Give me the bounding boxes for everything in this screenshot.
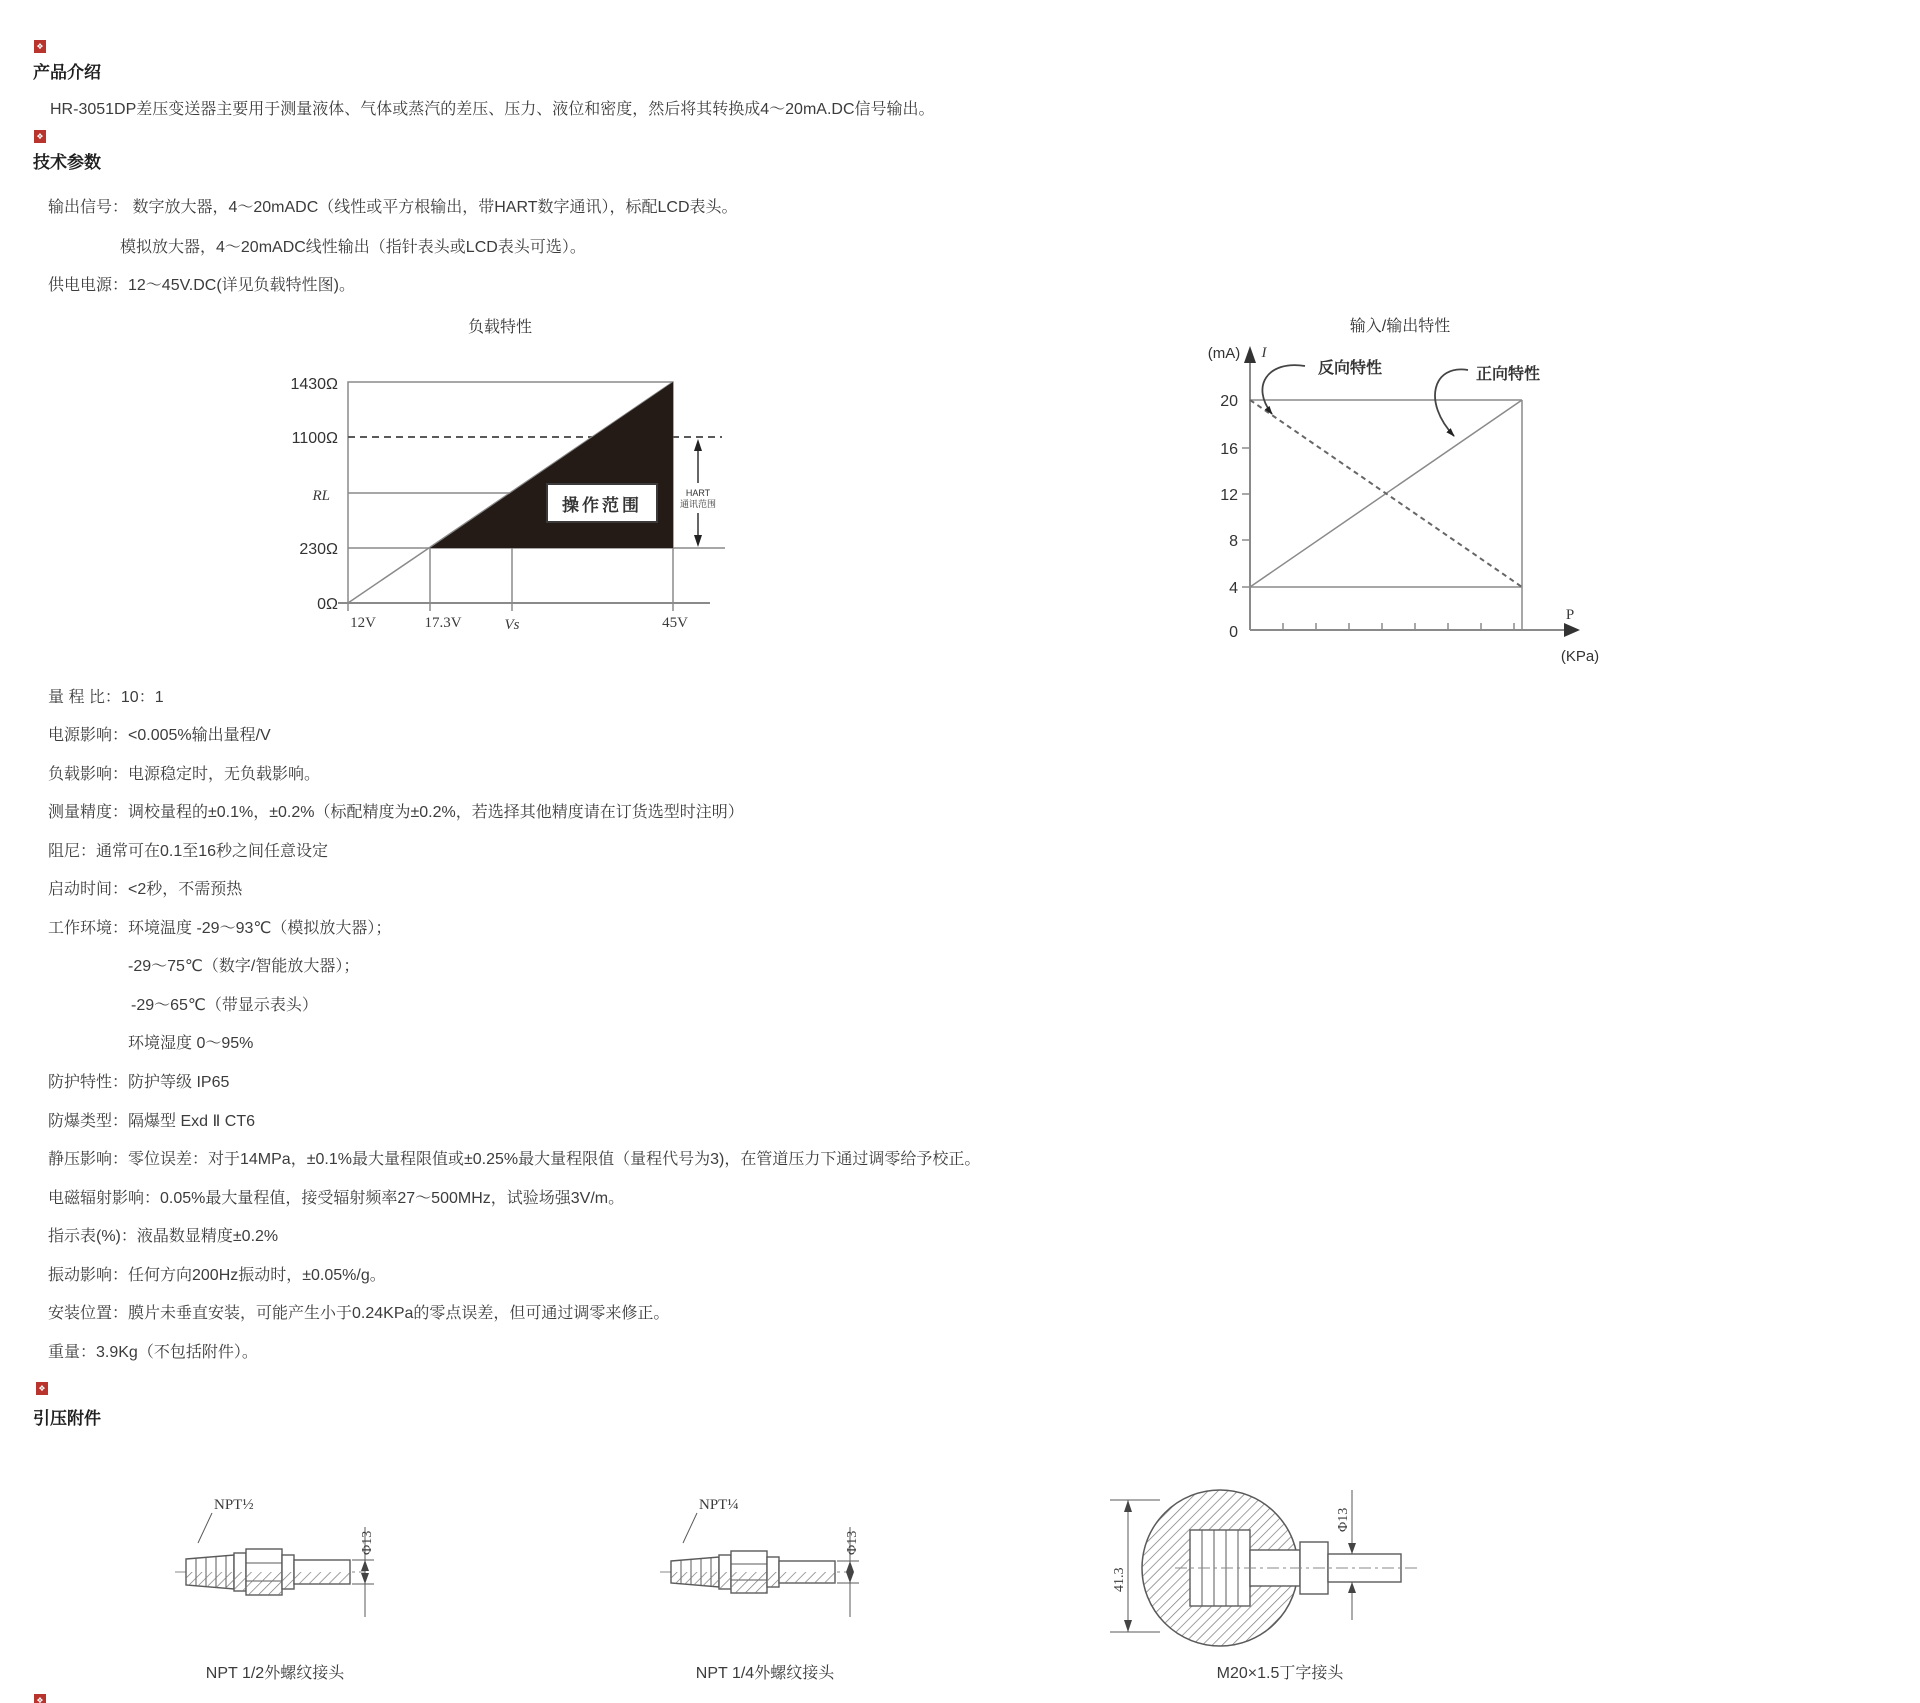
x-axis-unit: (KPa): [1560, 648, 1600, 665]
y-tick-label: 16: [1220, 441, 1238, 458]
series-label: 正向特性: [1475, 366, 1541, 383]
spec-line: 指示表(%)：液晶数显精度±0.2%: [48, 1228, 279, 1245]
intro-heading: 产品介绍: [33, 63, 101, 82]
x-tick-label: 17.3V: [424, 615, 462, 631]
arrow-down-icon: [361, 1573, 369, 1584]
x-tick-label: 12V: [350, 615, 376, 631]
y-tick-label: 4: [1229, 580, 1238, 597]
section-bullet-icon: ❖: [34, 130, 46, 143]
spec-line: 电源影响：<0.005%输出量程/V: [48, 727, 271, 744]
spec-line: 阻尼：通常可在0.1至16秒之间任意设定: [48, 843, 329, 860]
fitting-drawing-npt14: [635, 1475, 875, 1655]
section-bullet-icon: ❖: [34, 1694, 46, 1703]
spec-line: 模拟放大器，4～20mADC线性输出（指针表头或LCD表头可选）。: [120, 239, 586, 256]
fittings-heading: 引压附件: [33, 1409, 101, 1428]
y-tick-label: 1100Ω: [291, 430, 338, 447]
tech-heading: 技术参数: [33, 153, 101, 172]
y-tick-label: 20: [1220, 393, 1238, 410]
arrow-down-icon: [846, 1572, 854, 1583]
io-characteristic-chart: [1150, 300, 1630, 690]
spec-line: 输出信号： 数字放大器，4～20mADC（线性或平方根输出，带HART数字通讯），标配LCD表头。: [48, 199, 738, 216]
diameter-dimension: Φ13: [1336, 1507, 1351, 1532]
arrow-up-icon: [846, 1561, 854, 1572]
x-tick-label: 45V: [662, 615, 688, 631]
chart-title: 负载特性: [467, 319, 533, 336]
arrow-up-icon: [361, 1560, 369, 1571]
spec-line: 工作环境：环境温度 -29～93℃（模拟放大器）；: [48, 920, 392, 937]
x-tick-label: Vs: [504, 617, 520, 633]
spec-line: 振动影响：任何方向200Hz振动时，±0.05%/g。: [48, 1267, 386, 1284]
operating-range-label: 操作范围: [562, 496, 642, 515]
spec-line: 负载影响：电源稳定时，无负载影响。: [48, 766, 321, 783]
spec-line: 启动时间：<2秒，不需预热: [48, 881, 243, 898]
arrow-up-icon: [694, 439, 702, 451]
fitting-drawing-npt12: [150, 1475, 390, 1655]
spec-line: -29～75℃（数字/智能放大器）；: [128, 958, 360, 975]
spec-line: 防爆类型：隔爆型 Exd Ⅱ CT6: [48, 1113, 256, 1130]
fitting-caption: NPT 1/2外螺纹接头: [205, 1665, 345, 1682]
thread-size-label: NPT¼: [699, 1497, 739, 1513]
section-bullet-icon: ❖: [36, 1382, 48, 1395]
hart-annotation: 通讯范围: [679, 499, 717, 509]
y-tick-label: 1430Ω: [290, 376, 338, 393]
spec-line: 量 程 比：10：1: [48, 689, 164, 706]
y-tick-label: 0Ω: [317, 596, 338, 613]
leader-line: [683, 1513, 697, 1543]
arrow-up-icon: [1124, 1500, 1132, 1512]
spec-line: 供电电源：12～45V.DC(详见负载特性图)。: [48, 277, 356, 294]
spec-line: -29～65℃（带显示表头）: [131, 997, 318, 1014]
spec-line: 测量精度：调校量程的±0.1%，±0.2%（标配精度为±0.2%，若选择其他精度请在订货选型时注明）: [48, 804, 744, 821]
hatch-fill: [671, 1572, 719, 1587]
spec-line: 环境湿度 0～95%: [128, 1035, 254, 1052]
spec-line: 防护特性：防护等级 IP65: [48, 1074, 230, 1091]
arrow-down-icon: [694, 535, 702, 547]
spec-line: 重量：3.9Kg（不包括附件）。: [48, 1344, 258, 1361]
spec-line: 安装位置：膜片未垂直安装，可能产生小于0.24KPa的零点误差，但可通过调零来修正。: [48, 1305, 670, 1322]
hart-annotation: HART: [685, 488, 711, 498]
arrow-down-icon: [1124, 1620, 1132, 1632]
chart-title: 输入/输出特性: [1349, 318, 1451, 335]
reverse-label-arrow: [1262, 365, 1305, 414]
arrow-right-icon: [1564, 623, 1580, 637]
y-tick-label: 230Ω: [299, 541, 338, 558]
arrow-up-icon: [1244, 346, 1256, 363]
spec-line: 电磁辐射影响：0.05%最大量程值，接受辐射频率27～500MHz，试验场强3V/m。: [48, 1190, 625, 1207]
arrow-down-icon: [1348, 1543, 1356, 1554]
diameter-dimension: Φ13: [845, 1530, 860, 1555]
y-axis-unit: (mA): [1207, 345, 1241, 362]
fitting-drawing-m20: [1090, 1460, 1430, 1670]
arrow-up-icon: [1348, 1582, 1356, 1593]
y-axis-symbol: I: [1261, 345, 1267, 361]
section-bullet-icon: ❖: [34, 40, 46, 53]
fitting-caption: M20×1.5丁字接头: [1216, 1665, 1344, 1682]
load-characteristic-chart: [250, 300, 750, 645]
series-label: 反向特性: [1317, 360, 1383, 377]
fitting-caption: NPT 1/4外螺纹接头: [695, 1665, 835, 1682]
y-tick-label: RL: [312, 488, 330, 504]
y-tick-label: 0: [1229, 624, 1238, 641]
y-tick-label: 8: [1229, 533, 1238, 550]
diameter-dimension: Φ13: [360, 1530, 375, 1555]
forward-label-arrow: [1435, 369, 1468, 436]
thread-size-label: NPT½: [214, 1497, 254, 1513]
x-axis-symbol: P: [1565, 607, 1575, 623]
height-dimension: 41.3: [1112, 1567, 1127, 1592]
y-tick-label: 12: [1220, 487, 1238, 504]
leader-line: [198, 1513, 212, 1543]
hatch-fill: [186, 1572, 234, 1589]
intro-body: HR-3051DP差压变送器主要用于测量液体、气体或蒸汽的差压、压力、液位和密度，然后将其转换成4～20mA.DC信号输出。: [50, 101, 935, 118]
spec-line: 静压影响：零位误差：对于14MPa，±0.1%最大量程限值或±0.25%最大量程限值（量程代号为3)，在管道压力下通过调零给予校正。: [48, 1151, 981, 1168]
